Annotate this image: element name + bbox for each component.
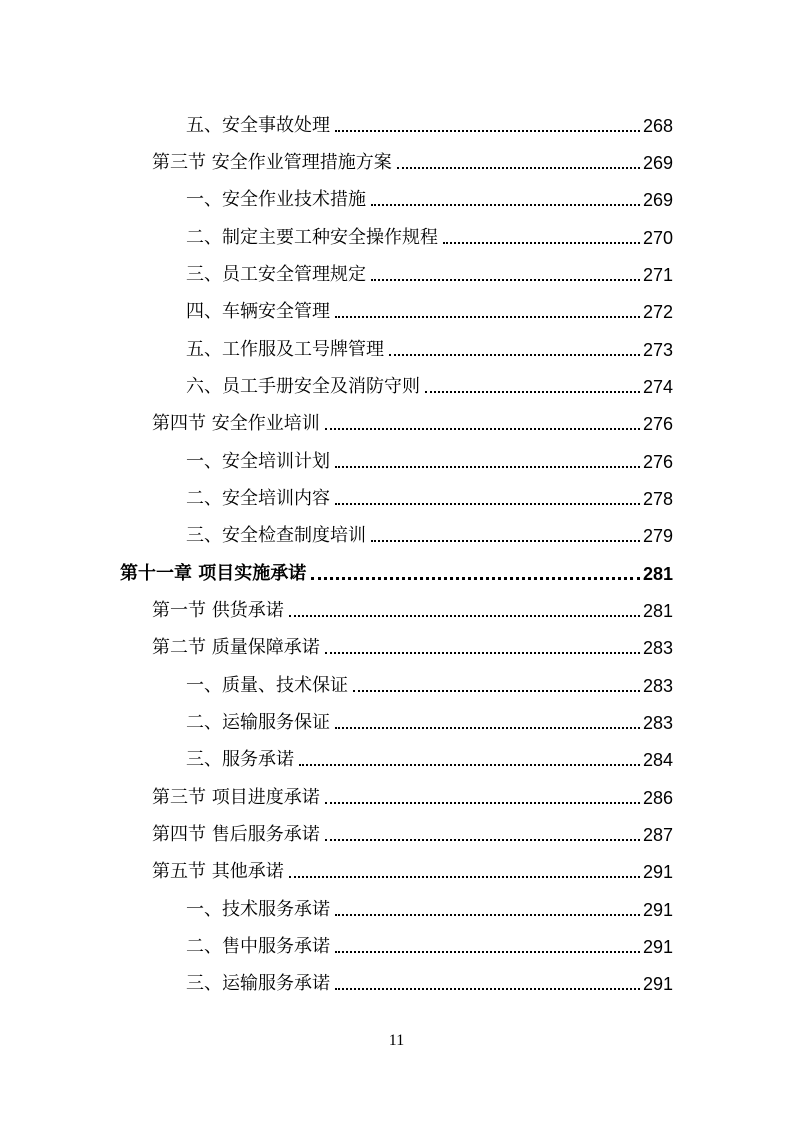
dot-leader bbox=[325, 839, 640, 841]
toc-entry[interactable] bbox=[186, 250, 673, 286]
dot-leader bbox=[443, 242, 640, 244]
toc-entry[interactable] bbox=[186, 885, 673, 921]
toc-entry[interactable] bbox=[152, 399, 673, 435]
dot-leader bbox=[325, 802, 640, 804]
toc-entry-page: 281 bbox=[642, 601, 673, 621]
toc-entry-page: 271 bbox=[642, 265, 673, 285]
toc-entry-page: 268 bbox=[642, 116, 673, 136]
toc-entry-label: 一、技术服务承诺 bbox=[186, 899, 330, 920]
toc-entry-label: 二、运输服务保证 bbox=[186, 712, 330, 733]
toc-entry-label: 五、安全事故处理 bbox=[186, 115, 330, 136]
toc-entry-label: 一、质量、技术保证 bbox=[186, 675, 348, 696]
toc-entry-page: 269 bbox=[642, 190, 673, 210]
toc-entry-label: 第十一章 项目实施承诺 bbox=[120, 563, 307, 584]
toc-entry-label: 第五节 其他承诺 bbox=[152, 861, 284, 882]
dot-leader bbox=[311, 577, 640, 580]
toc-entry-page: 287 bbox=[642, 825, 673, 845]
dot-leader bbox=[335, 130, 640, 132]
dot-leader bbox=[335, 503, 640, 505]
toc-entry-page: 269 bbox=[642, 153, 673, 173]
toc-entry[interactable] bbox=[186, 362, 673, 398]
toc-entry[interactable] bbox=[152, 138, 673, 174]
toc-entry-page: 283 bbox=[642, 713, 673, 733]
toc-entry-label: 三、员工安全管理规定 bbox=[186, 264, 366, 285]
dot-leader bbox=[335, 951, 640, 953]
toc-entry-label: 第三节 项目进度承诺 bbox=[152, 787, 320, 808]
dot-leader bbox=[335, 727, 640, 729]
toc-entry-label: 第二节 质量保障承诺 bbox=[152, 637, 320, 658]
dot-leader bbox=[335, 316, 640, 318]
toc-entry-page: 276 bbox=[642, 452, 673, 472]
toc-entry-label: 五、工作服及工号牌管理 bbox=[186, 339, 384, 360]
toc-entry-page: 278 bbox=[642, 489, 673, 509]
toc-entry-page: 291 bbox=[642, 900, 673, 920]
toc-entry-label: 二、售中服务承诺 bbox=[186, 936, 330, 957]
dot-leader bbox=[335, 914, 640, 916]
toc-entry[interactable] bbox=[152, 810, 673, 846]
toc-entry[interactable] bbox=[152, 586, 673, 622]
dot-leader bbox=[325, 428, 640, 430]
toc-entry-page: 273 bbox=[642, 340, 673, 360]
toc-entry-page: 272 bbox=[642, 302, 673, 322]
toc-entry-label: 第四节 售后服务承诺 bbox=[152, 824, 320, 845]
dot-leader bbox=[389, 354, 640, 356]
dot-leader bbox=[289, 615, 640, 617]
toc-entry[interactable] bbox=[152, 773, 673, 809]
toc-entry-page: 284 bbox=[642, 750, 673, 770]
toc-entry[interactable] bbox=[186, 213, 673, 249]
dot-leader bbox=[425, 391, 640, 393]
dot-leader bbox=[289, 876, 640, 878]
toc-entry[interactable] bbox=[186, 698, 673, 734]
toc-entry[interactable] bbox=[186, 661, 673, 697]
toc-entry-label: 三、服务承诺 bbox=[186, 749, 294, 770]
toc-entry[interactable] bbox=[186, 101, 673, 137]
toc-entry-page: 286 bbox=[642, 788, 673, 808]
toc-entry[interactable] bbox=[186, 437, 673, 473]
toc-entry[interactable] bbox=[186, 325, 673, 361]
dot-leader bbox=[335, 466, 640, 468]
toc-entry-label: 第三节 安全作业管理措施方案 bbox=[152, 152, 392, 173]
toc-entry-label: 二、制定主要工种安全操作规程 bbox=[186, 227, 438, 248]
toc-chapter-entry[interactable] bbox=[120, 549, 673, 585]
dot-leader bbox=[335, 988, 640, 990]
toc-entry-page: 270 bbox=[642, 228, 673, 248]
toc-entry[interactable] bbox=[186, 922, 673, 958]
toc-entry-page: 291 bbox=[642, 974, 673, 994]
page-number: 11 bbox=[388, 1032, 405, 1049]
toc-entry[interactable] bbox=[186, 287, 673, 323]
toc-entry-page: 291 bbox=[642, 862, 673, 882]
dot-leader bbox=[353, 690, 640, 692]
toc-entry-label: 六、员工手册安全及消防守则 bbox=[186, 376, 420, 397]
toc-entry-label: 三、安全检查制度培训 bbox=[186, 525, 366, 546]
toc-entry-label: 三、运输服务承诺 bbox=[186, 973, 330, 994]
dot-leader bbox=[371, 279, 640, 281]
toc-entry[interactable] bbox=[186, 175, 673, 211]
toc-entry-label: 二、安全培训内容 bbox=[186, 488, 330, 509]
toc-entry-label: 一、安全培训计划 bbox=[186, 451, 330, 472]
toc-entry[interactable] bbox=[186, 735, 673, 771]
dot-leader bbox=[371, 204, 640, 206]
toc-entry-label: 第一节 供货承诺 bbox=[152, 600, 284, 621]
dot-leader bbox=[299, 764, 640, 766]
toc-entry-page: 274 bbox=[642, 377, 673, 397]
dot-leader bbox=[397, 167, 640, 169]
toc-entry-page: 281 bbox=[642, 564, 673, 584]
toc-entry-label: 第四节 安全作业培训 bbox=[152, 413, 320, 434]
toc-entry[interactable] bbox=[186, 474, 673, 510]
toc-entry[interactable] bbox=[152, 847, 673, 883]
toc-entry-page: 279 bbox=[642, 526, 673, 546]
toc-entry-label: 四、车辆安全管理 bbox=[186, 301, 330, 322]
dot-leader bbox=[325, 652, 640, 654]
toc-entry-label: 一、安全作业技术措施 bbox=[186, 189, 366, 210]
toc-entry-page: 276 bbox=[642, 414, 673, 434]
toc-entry[interactable] bbox=[152, 623, 673, 659]
toc-entry[interactable] bbox=[186, 511, 673, 547]
toc-entry-page: 283 bbox=[642, 676, 673, 696]
toc-entry[interactable] bbox=[186, 959, 673, 995]
dot-leader bbox=[371, 540, 640, 542]
toc-entry-page: 291 bbox=[642, 937, 673, 957]
toc-entry-page: 283 bbox=[642, 638, 673, 658]
